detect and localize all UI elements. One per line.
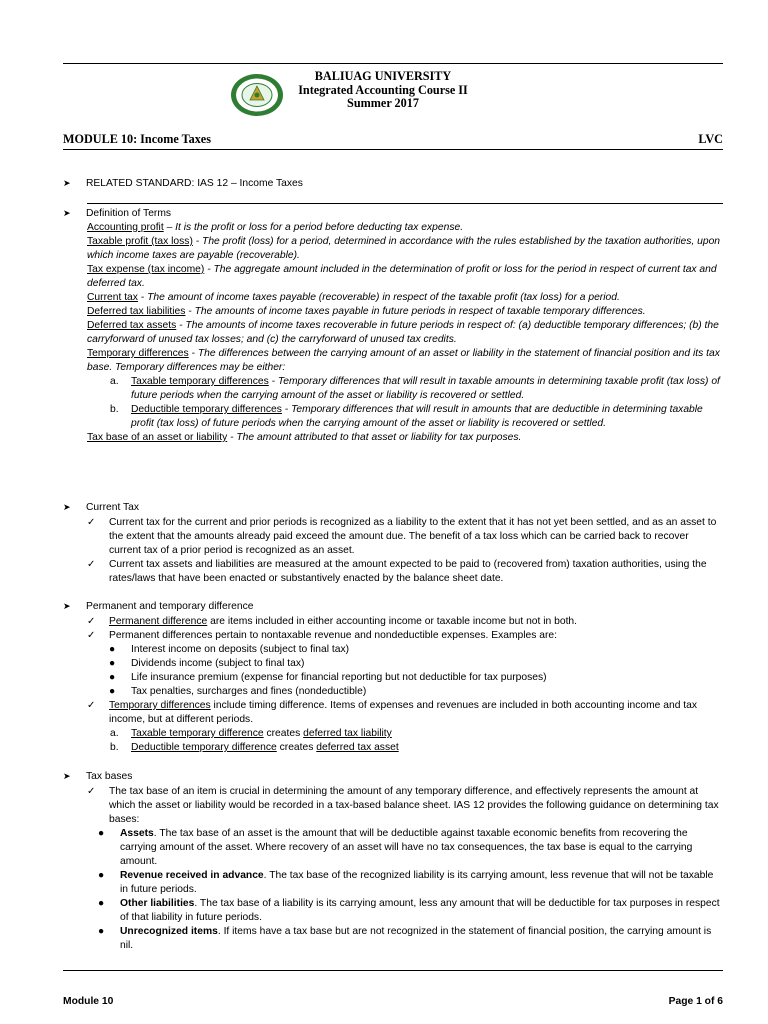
bullet-icon: ●: [98, 926, 105, 937]
footer-rule: [63, 970, 723, 971]
definition-item: Taxable profit (tax loss) - The profit (loss) for a period, determined in accordance with the rules established by the taxation authorities, upon which income taxes are payable (recoverable).: [87, 236, 721, 261]
bullet-item: ● Interest income on deposits (subject to final tax): [109, 644, 350, 655]
bullet-icon: ●: [98, 898, 105, 909]
term: Summer 2017: [347, 96, 419, 110]
arrow-bullet-icon: ➤: [63, 502, 71, 512]
temporary-subitem: a. Taxable temporary difference creates deferred tax liability: [110, 728, 392, 739]
checkmark-icon: ✓: [87, 616, 96, 627]
module-rule: [63, 149, 723, 150]
check-item: ✓ Temporary differences include timing difference. Items of expenses and revenues are included in both accounting income and tax income, but at different periods.: [87, 700, 698, 725]
tax-bases-list: [87, 785, 723, 953]
course-name: Integrated Accounting Course II: [298, 82, 468, 97]
page-number: Page 1 of 6: [668, 996, 723, 1007]
bullet-item: ● Assets. The tax base of an asset is the amount that will be deductible against taxable economic benefits from recovering the carrying amount of the asset. Where recovery of an asset will have no tax consequences, the tax base is equal to the carrying amount.: [98, 828, 693, 867]
check-item: ✓ Permanent difference are items included in either accounting income or taxable income but not in both.: [87, 616, 578, 627]
definition-item: Tax base of an asset or liability - The amount attributed to that asset or liability for tax purposes.: [87, 432, 522, 443]
bullet-icon: ●: [109, 686, 116, 697]
top-rule: [63, 63, 723, 64]
bullet-icon: ●: [109, 672, 116, 683]
check-item: ✓ Current tax for the current and prior periods is recognized as a liability to the extent that it has not yet been settled, and as an asset to the extent that the amounts already paid exceed the amount due. The benefit of a tax loss which can be carried back to recover current tax of a prior period is recognized as an asset.: [87, 517, 717, 556]
definition-item: Temporary differences - The differences between the carrying amount of an asset or liability in the statement of financial position and its tax base. Temporary differences may be either:: [87, 348, 720, 373]
bullet-item: ● Other liabilities. The tax base of a liability is its carrying amount, less any amount that will be deductible for tax purposes in respect of that liability in future periods.: [98, 898, 720, 923]
definition-item: Current tax - The amount of income taxes payable (recoverable) in respect of the taxable profit (tax loss) for a period.: [87, 292, 620, 303]
module-title: MODULE 10: Income Taxes: [63, 132, 211, 146]
arrow-bullet-icon: ➤: [63, 771, 71, 781]
footer-module: Module 10: [63, 996, 114, 1007]
permanent-list: [87, 615, 723, 755]
current-tax-list: [87, 516, 723, 586]
university-name: BALIUAG UNIVERSITY: [314, 69, 452, 83]
bullet-icon: ●: [98, 828, 105, 839]
author-initials: LVC: [698, 132, 723, 146]
temporary-subitem: b. Deductible temporary difference creates deferred tax asset: [110, 742, 399, 753]
check-item: ✓ Permanent differences pertain to nontaxable revenue and nondeductible expenses. Examples are:: [87, 630, 558, 641]
tax-bases-title: Tax bases: [86, 771, 133, 782]
definition-subitem: b. Deductible temporary differences - Temporary differences that will result in amounts that are deductible in determining taxable profit (tax loss) of future periods when the carrying amount of the asset or liability is recovered or settled.: [110, 404, 703, 429]
bullet-item: ● Dividends income (subject to final tax): [109, 658, 305, 669]
check-item: ✓ The tax base of an item is crucial in determining the amount of any temporary difference, and effectively represents the amount at which the asset or liability would be recorded in a tax-based balance sheet. IAS 12 provides the following guidance on determining tax bases:: [87, 786, 719, 825]
bullet-item: ● Tax penalties, surcharges and fines (nondeductible): [109, 686, 367, 697]
university-seal-logo: [230, 73, 284, 117]
related-rule: [87, 203, 723, 204]
checkmark-icon: ✓: [87, 786, 96, 797]
check-item: ✓ Current tax assets and liabilities are measured at the amount expected to be paid to (recovered from) taxation authorities, using the rates/laws that have been enacted or substantively enacted by the balance sheet date.: [87, 559, 707, 584]
document-header: [298, 70, 468, 111]
bullet-icon: ●: [109, 658, 116, 669]
permanent-title: Permanent and temporary difference: [86, 601, 254, 612]
current-tax-title: Current Tax: [86, 502, 140, 513]
definition-item: Deferred tax assets - The amounts of income taxes recoverable in future periods in respect of: (a) deductible temporary differences; (b) the carryforward of unused tax losses; and (c) the carryforward of unused tax credits.: [87, 320, 719, 345]
related-label: RELATED STANDARD:: [86, 178, 195, 189]
related-value: IAS 12 – Income Taxes: [194, 178, 303, 189]
checkmark-icon: ✓: [87, 700, 96, 711]
definitions-title: Definition of Terms: [86, 208, 172, 219]
definition-subitem: a. Taxable temporary differences - Temporary differences that will result in taxable amounts in determining taxable profit (tax loss) of future periods when the carrying amount of the asset or liability is recovered or settled.: [110, 376, 720, 401]
bullet-item: ● Life insurance premium (expense for financial reporting but not deductible for tax purposes): [109, 672, 547, 683]
checkmark-icon: ✓: [87, 559, 96, 570]
module-line: [63, 132, 723, 147]
arrow-bullet-icon: ➤: [63, 208, 71, 218]
checkmark-icon: ✓: [87, 517, 96, 528]
bullet-icon: ●: [109, 644, 116, 655]
bullet-item: ● Revenue received in advance. The tax base of the recognized liability is its carrying amount, less revenue that will not be taxable in future periods.: [98, 870, 714, 895]
definition-item: Tax expense (tax income) - The aggregate amount included in the determination of profit or loss for the period in respect of current tax and deferred tax.: [87, 264, 717, 289]
arrow-bullet-icon: ➤: [63, 178, 71, 188]
definition-item: Deferred tax liabilities - The amounts of income taxes payable in future periods in respect of taxable temporary differences.: [87, 306, 646, 317]
definitions-list: [87, 221, 723, 445]
bullet-icon: ●: [98, 870, 105, 881]
arrow-bullet-icon: ➤: [63, 601, 71, 611]
page-footer: [63, 996, 723, 1007]
checkmark-icon: ✓: [87, 630, 96, 641]
definition-item: Accounting profit – It is the profit or loss for a period before deducting tax expense.: [87, 222, 464, 233]
bullet-item: ● Unrecognized items. If items have a tax base but are not recognized in the statement of financial position, the carrying amount is nil.: [98, 926, 712, 951]
